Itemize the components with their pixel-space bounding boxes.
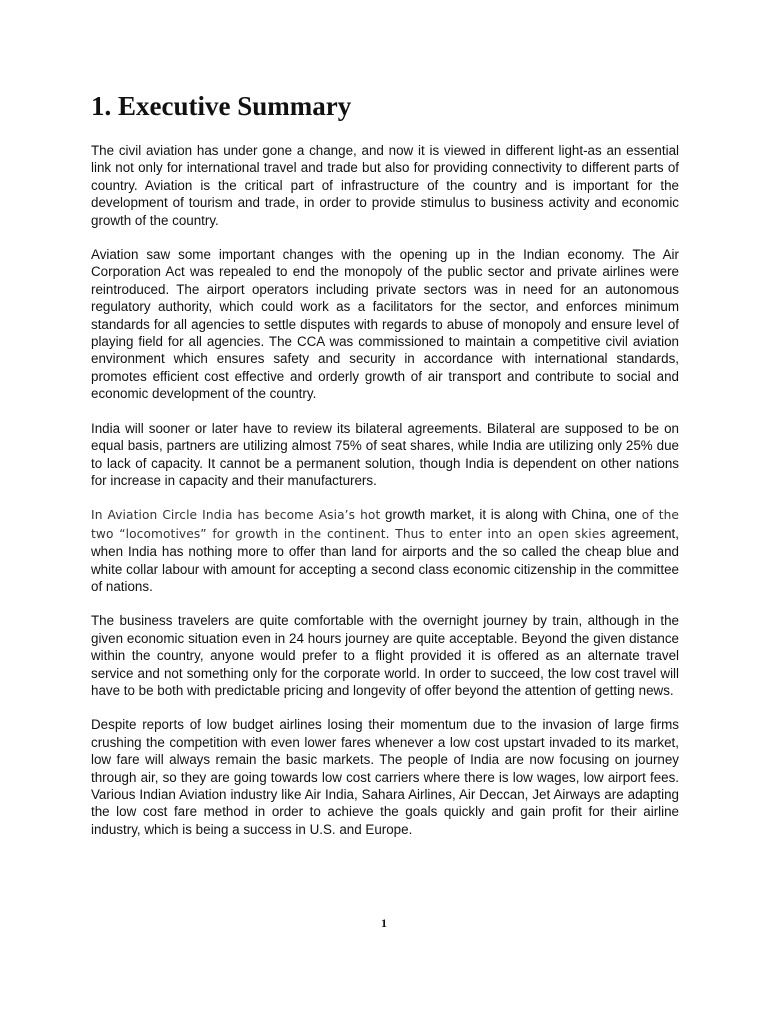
document-page — [91, 88, 679, 855]
paragraph-6: Despite reports of low budget airlines losing their momentum due to the invasion of large firms crushing the competition with even lower fares whenever a low cost upstart invaded to its market, low fare will always remain the basic markets. The people of India are now focusing on journey through air, so they are going towards low cost carriers where there is low wages, low airport fees. Various Indian Aviation industry like Air India, Sahara Airlines, Air Deccan, Jet Airways are adapting the low cost fare method in order to achieve the goals quickly and gain profit for their airline industry, which is being a success in U.S. and Europe. — [91, 717, 679, 837]
paragraph-5: The business travelers are quite comfortable with the overnight journey by train, although in the given economic situation even in 24 hours journey are quite acceptable. Beyond the given distance within the country, anyone would prefer to a flight provided it is offered as an alternate travel service and not something only for the corporate world. In order to succeed, the low cost travel will have to be both with predictable pricing and longevity of offer beyond the attention of getting news. — [91, 613, 679, 698]
page-number: 1 — [381, 916, 387, 930]
paragraph-1: The civil aviation has under gone a change, and now it is viewed in different light-as an essential link not only for international travel and trade but also for providing connectivity to different parts of country. Aviation is the critical part of infrastructure of the country and is important for the development of tourism and trade, in order to provide stimulus to business activity and economic growth of the country. — [91, 143, 679, 228]
paragraph-4 — [91, 506, 679, 595]
section-heading: 1. Executive Summary — [91, 91, 352, 121]
paragraph-4-text-b: agreement, when India has nothing more to offer than land for airports and the so called the cheap blue and white collar labour with amount for accepting a second class economic citizenship in the committee of nations. — [91, 525, 679, 594]
paragraph-4-text-a: growth market, it is along with China, one — [380, 507, 642, 523]
paragraph-4-light-text-b: of the two “locomotives” for growth in the continent. Thus to enter into an open skies — [91, 508, 680, 541]
paragraph-2: Aviation saw some important changes with the opening up in the Indian economy. The Air Corporation Act was repealed to end the monopoly of the public sector and private airlines were reintroduced. The airport operators including private sectors was in need for an autonomous regulatory authority, which could work as a facilitators for the sector, and enforces minimum standards for all agencies to settle disputes with regards to abuse of monopoly and ensure level of playing field for all agencies. The CCA was commissioned to maintain a competitive civil aviation environment which ensures safety and security in accordance with international standards, promotes efficient cost effective and orderly growth of air transport and contribute to social and economic development of the country. — [91, 247, 679, 402]
paragraph-4-light-text-a: In Aviation Circle India has become Asia’s hot — [91, 508, 381, 523]
paragraph-3: India will sooner or later have to review its bilateral agreements. Bilateral are supposed to be on equal basis, partners are utilizing almost 75% of seat shares, while India are utilizing only 25% due to lack of capacity. It cannot be a permanent solution, though India is dependent on other nations for increase in capacity and their manufacturers. — [91, 420, 679, 488]
